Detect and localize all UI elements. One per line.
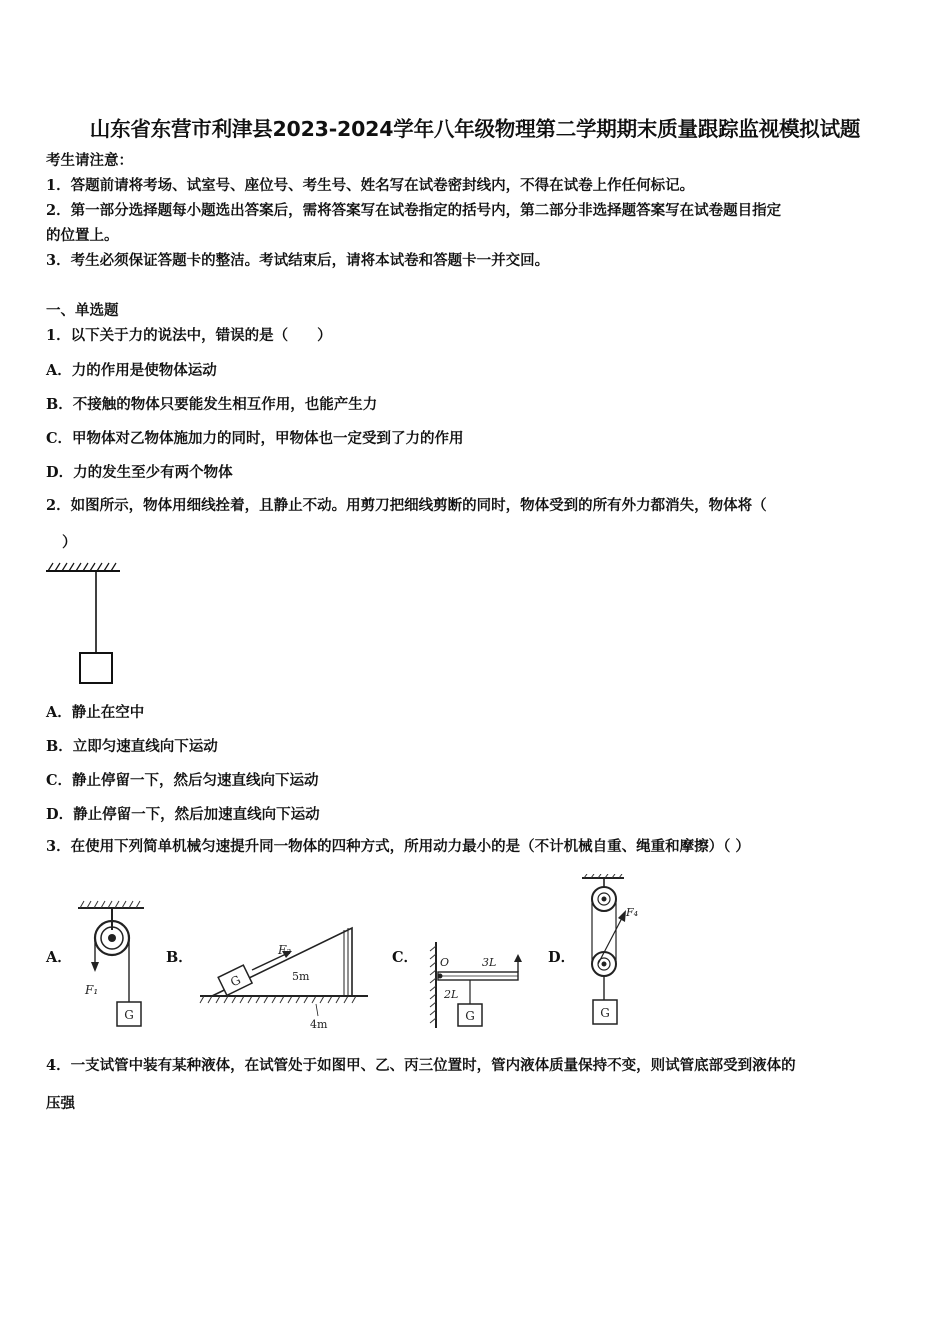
force-label-f2: F₂: [278, 943, 292, 957]
q4-stem: 4．一支试管中装有某种液体，在试管处于如图甲、乙、丙三位置时，管内液体质量保持不变，则试管底部受到液体的: [46, 1057, 796, 1074]
q3-option-c-label: C．: [392, 949, 419, 966]
weight-label-c: G: [465, 1009, 475, 1023]
q4-stem-cont: 压强: [46, 1095, 75, 1112]
q3-option-a-label: A．: [46, 949, 72, 966]
q2-stem: 2．如图所示，物体用细线拴着，且静止不动。用剪刀把细线剪断的同时，物体受到的所有外力都消失，物体将（: [46, 497, 767, 514]
q2-option-c: C．静止停留一下，然后匀速直线向下运动: [46, 772, 319, 789]
q3-option-d-label: D．: [548, 949, 576, 966]
weight-label-b: G: [228, 972, 243, 990]
page-title: 山东省东营市利津县2023-2024学年八年级物理第二学期期末质量跟踪监视模拟试题: [89, 117, 861, 141]
q3-stem: 3．在使用下列简单机械匀速提升同一物体的四种方式，所用动力最小的是（不计机械自重、绳重和摩擦）（ ）: [46, 838, 750, 855]
lever-figure[interactable]: [426, 942, 530, 1032]
lever-right-label: 3L: [482, 956, 497, 969]
q2-stem-cont: ）: [62, 534, 77, 551]
notice-item-3: 3．考生必须保证答题卡的整洁。考试结束后，请将本试卷和答题卡一并交回。: [46, 252, 550, 269]
q1-option-b: B．不接触的物体只要能发生相互作用，也能产生力: [46, 396, 378, 413]
q1-stem: 1．以下关于力的说法中，错误的是（ ）: [46, 327, 332, 344]
force-label-f1: F₁: [85, 983, 99, 997]
notice-item-2: 2．第一部分选择题每小题选出答案后，需将答案写在试卷指定的括号内，第二部分非选择题答案写在试卷题目指定: [46, 202, 782, 219]
inclined-plane-figure[interactable]: [192, 920, 372, 1032]
hanging-block-figure: [44, 560, 124, 686]
pulley-block-figure[interactable]: [576, 874, 646, 1032]
slope-length-label: 5m: [292, 970, 310, 983]
q1-option-c: C．甲物体对乙物体施加力的同时，甲物体也一定受到了力的作用: [46, 430, 464, 447]
base-length-label: 4m: [310, 1018, 328, 1031]
force-label-f4: F₄: [626, 906, 639, 919]
pivot-label: O: [440, 956, 450, 969]
q1-option-d: D．力的发生至少有两个物体: [46, 464, 233, 481]
section-heading: 一、单选题: [46, 302, 119, 319]
fixed-pulley-figure[interactable]: [74, 898, 158, 1032]
notice-item-1: 1．答题前请将考场、试室号、座位号、考生号、姓名写在试卷密封线内，不得在试卷上作任何标记。: [46, 177, 695, 194]
q1-option-a: A．力的作用是使物体运动: [46, 362, 217, 379]
weight-label-d: G: [600, 1006, 610, 1020]
notice-item-2-cont: 的位置上。: [46, 227, 119, 244]
weight-label-a: G: [124, 1008, 134, 1022]
lever-left-label: 2L: [444, 988, 459, 1001]
q2-option-b: B．立即匀速直线向下运动: [46, 738, 218, 755]
q3-option-b-label: B．: [166, 949, 193, 966]
notice-heading: 考生请注意：: [46, 152, 133, 169]
q2-option-d: D．静止停留一下，然后加速直线向下运动: [46, 806, 320, 823]
q2-option-a: A．静止在空中: [46, 704, 145, 721]
